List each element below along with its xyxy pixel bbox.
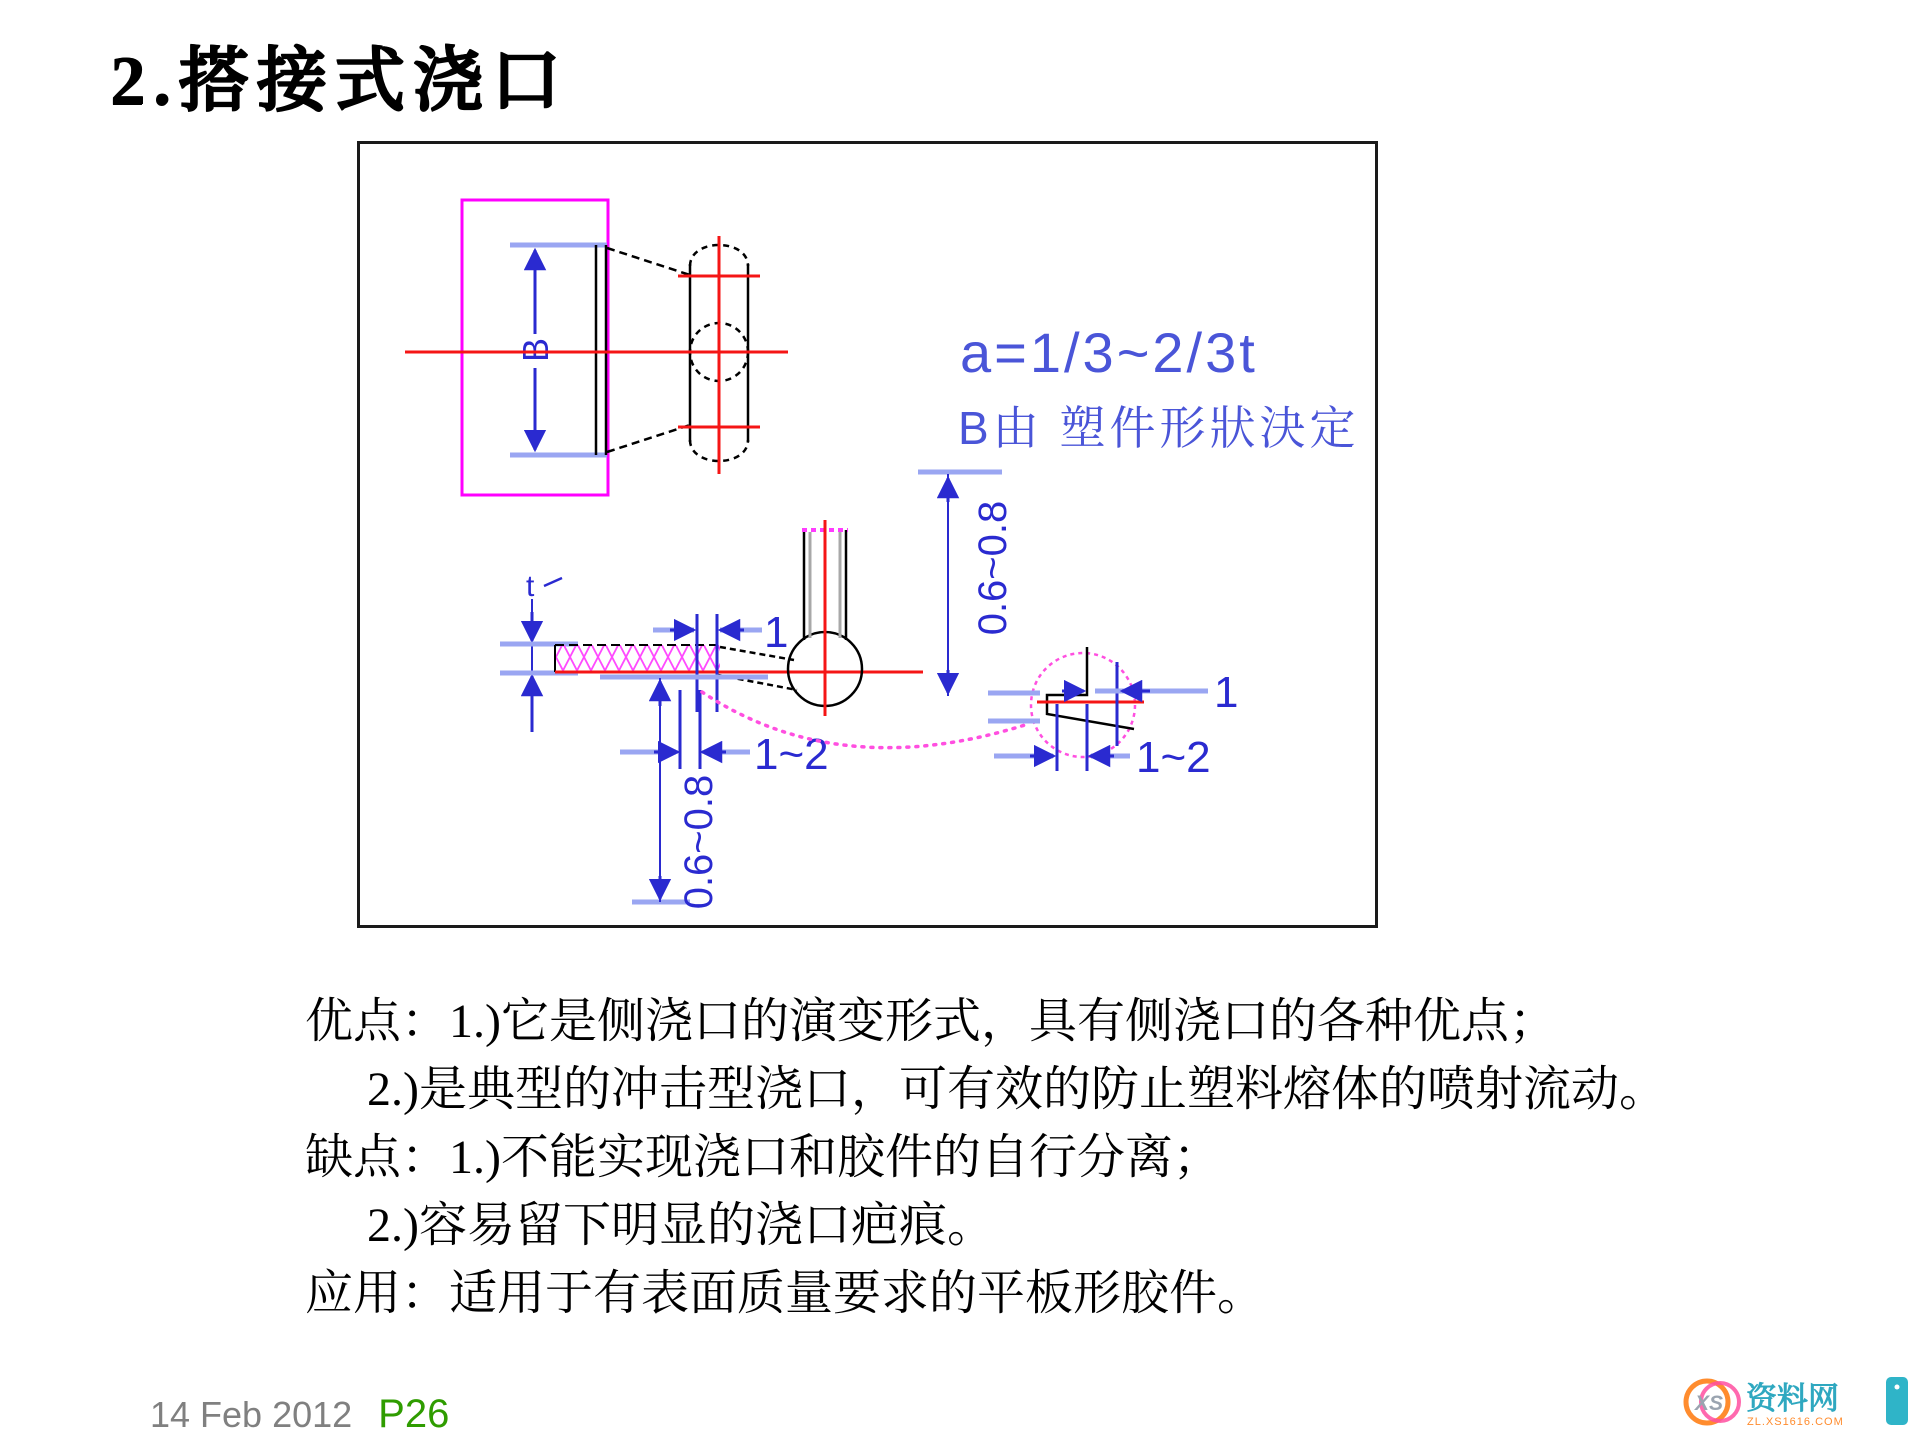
dim-1-label-left: 1 <box>764 608 789 657</box>
watermark-logo-text: XS <box>1695 1392 1724 1415</box>
body-line-application: 应用：适用于有表面质量要求的平板形胶件。 <box>305 1267 1266 1320</box>
footer-page-number: P26 <box>378 1392 450 1436</box>
gate-diagram-svg <box>360 144 1375 925</box>
body-line-disadvantage-1: 缺点：1.)不能实现浇口和胶件的自行分离； <box>305 1131 1221 1184</box>
body-line-advantage-1: 优点：1.)它是侧浇口的演变形式，具有侧浇口的各种优点； <box>305 995 1557 1048</box>
page-title: 2.搭接式浇口 <box>110 43 569 120</box>
watermark-site-url: ZL.XS1616.COM <box>1747 1416 1844 1428</box>
dim-1-label-detail: 1 <box>1214 668 1239 717</box>
dim-b-label: B <box>515 337 556 363</box>
watermark-teal-bar <box>1886 1377 1908 1425</box>
watermark-logo-svg <box>1680 1371 1916 1431</box>
dim-1-2-label-left: 1~2 <box>754 730 829 779</box>
formula-b-label: B由 塑件形狀決定 <box>958 402 1360 454</box>
watermark-site-name: 资料网 <box>1746 1381 1839 1416</box>
body-text <box>305 988 1705 1328</box>
body-line-advantage-2: 2.)是典型的冲击型浇口，可有效的防止塑料熔体的喷射流动。 <box>367 1063 1667 1116</box>
dim-1-2-label-detail: 1~2 <box>1136 733 1211 782</box>
dim-t-label: t <box>526 570 535 603</box>
plan-view <box>405 200 1359 495</box>
gate-diagram-frame <box>357 141 1378 928</box>
watermark-teal-bar-dot <box>1895 1385 1900 1390</box>
overlap-step-profile <box>1047 647 1134 729</box>
footer <box>150 1392 449 1437</box>
detail-leader-curve <box>702 692 1028 748</box>
dim-0608-label-right: 0.6~0.8 <box>971 500 1015 636</box>
watermark <box>1680 1371 1916 1436</box>
part-section-hatched <box>555 645 720 672</box>
section-view <box>500 520 923 909</box>
formula-a-label: a=1/3~2/3t <box>960 321 1258 384</box>
body-line-disadvantage-2: 2.)容易留下明显的浇口疤痕。 <box>367 1199 995 1252</box>
dim-0608-label-left: 0.6~0.8 <box>677 774 721 910</box>
footer-date: 14 Feb 2012 <box>150 1394 353 1435</box>
